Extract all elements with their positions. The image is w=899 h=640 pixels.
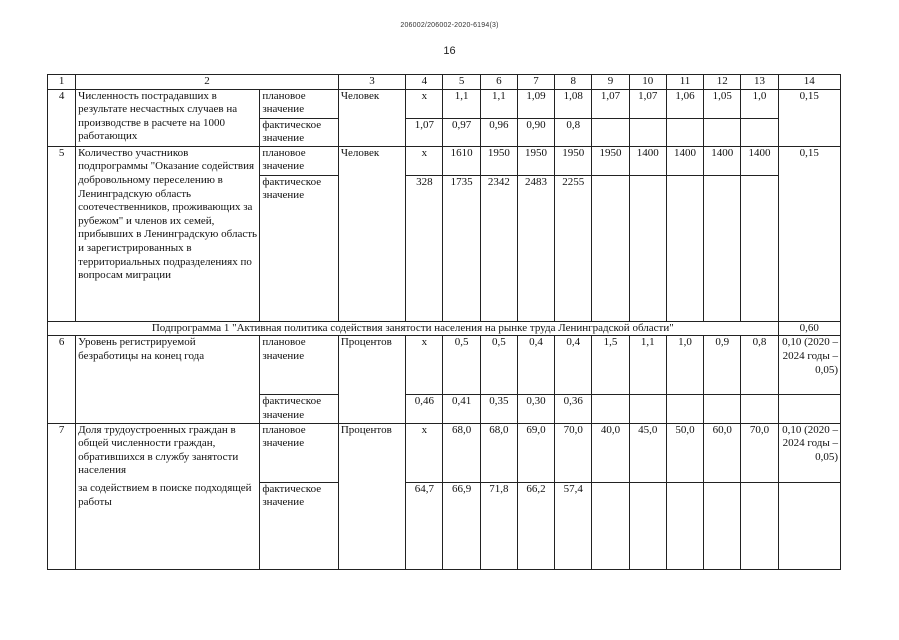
- planned-value: 70,0: [555, 423, 592, 482]
- col-header-1: 1: [48, 75, 76, 90]
- empty-cell: [778, 482, 840, 569]
- unit: Процентов: [338, 423, 405, 569]
- planned-value: 40,0: [592, 423, 629, 482]
- planned-value: 1400: [741, 146, 778, 175]
- planned-value: 1950: [480, 146, 517, 175]
- planned-value: 1,08: [555, 89, 592, 118]
- row-number: 5: [48, 146, 76, 321]
- col-header-13: 13: [741, 75, 778, 90]
- empty-cell: [629, 175, 666, 321]
- indicator-name-continued: за содействием в поиске подходящей работы: [76, 482, 260, 569]
- planned-value: 1,5: [592, 336, 629, 395]
- empty-cell: [741, 118, 778, 146]
- empty-cell: [629, 118, 666, 146]
- actual-value: 57,4: [555, 482, 592, 569]
- actual-value: 0,96: [480, 118, 517, 146]
- empty-cell: [704, 482, 741, 569]
- planned-label: плановое значение: [260, 336, 338, 395]
- actual-label: фактическое значение: [260, 395, 338, 423]
- actual-value: 0,30: [517, 395, 554, 423]
- planned-value: 68,0: [480, 423, 517, 482]
- row-number: 7: [48, 423, 76, 569]
- planned-value: 1,0: [666, 336, 703, 395]
- empty-cell: [629, 482, 666, 569]
- weight-value: 0,10 (2020 – 2024 годы – 0,05): [778, 336, 840, 395]
- actual-value: 328: [406, 175, 443, 321]
- indicators-table: [47, 74, 841, 570]
- empty-cell: [592, 482, 629, 569]
- planned-value: х: [406, 89, 443, 118]
- planned-value: х: [406, 336, 443, 395]
- table-row: [48, 423, 841, 482]
- row-number: 6: [48, 336, 76, 423]
- planned-value: 1,09: [517, 89, 554, 118]
- planned-value: 1,07: [592, 89, 629, 118]
- col-header-3: 3: [338, 75, 405, 90]
- col-header-6: 6: [480, 75, 517, 90]
- planned-value: 1,1: [443, 89, 480, 118]
- subprogram-row: [48, 321, 841, 336]
- table-row: [48, 482, 841, 569]
- planned-value: 0,4: [555, 336, 592, 395]
- weight-value: 0,10 (2020 – 2024 годы – 0,05): [778, 423, 840, 482]
- actual-value: 0,35: [480, 395, 517, 423]
- planned-value: 1,0: [741, 89, 778, 118]
- indicator-name: Доля трудоустроенных граждан в общей численности граждан, обратившихся в службу занятости населения: [76, 423, 260, 482]
- planned-value: х: [406, 423, 443, 482]
- planned-value: 1400: [704, 146, 741, 175]
- table-row: [48, 146, 841, 175]
- actual-value: 66,9: [443, 482, 480, 569]
- empty-cell: [592, 118, 629, 146]
- row-number: 4: [48, 89, 76, 146]
- actual-value: 66,2: [517, 482, 554, 569]
- actual-value: 0,90: [517, 118, 554, 146]
- planned-value: 0,5: [480, 336, 517, 395]
- actual-label: фактическое значение: [260, 482, 338, 569]
- planned-value: 1,07: [629, 89, 666, 118]
- indicator-name: Количество участников подпрограммы "Оказание содействия добровольному переселению в Ленинградскую область соотечественников, проживающих за рубежом" и членов их семей, прибывших в Ленинградскую область и зарегистрированных в территориальных подразделениях по вопросам миграции: [76, 146, 260, 321]
- empty-cell: [704, 395, 741, 423]
- actual-label: фактическое значение: [260, 175, 338, 321]
- indicator-name: Уровень регистрируемой безработицы на конец года: [76, 336, 260, 423]
- table-row: [48, 89, 841, 118]
- planned-value: 0,5: [443, 336, 480, 395]
- planned-value: 60,0: [704, 423, 741, 482]
- actual-value: 2342: [480, 175, 517, 321]
- planned-value: 1,1: [629, 336, 666, 395]
- planned-value: 1400: [629, 146, 666, 175]
- actual-label: фактическое значение: [260, 118, 338, 146]
- actual-value: 64,7: [406, 482, 443, 569]
- indicator-name: Численность пострадавших в результате несчастных случаев на производстве в расчете на 1000 работающих: [76, 89, 260, 146]
- empty-cell: [592, 175, 629, 321]
- col-header-11: 11: [666, 75, 703, 90]
- planned-value: 0,8: [741, 336, 778, 395]
- planned-value: 1950: [517, 146, 554, 175]
- planned-value: 1950: [592, 146, 629, 175]
- planned-value: 70,0: [741, 423, 778, 482]
- col-header-12: 12: [704, 75, 741, 90]
- empty-cell: [629, 395, 666, 423]
- empty-cell: [666, 395, 703, 423]
- planned-value: 1,05: [704, 89, 741, 118]
- col-header-7: 7: [517, 75, 554, 90]
- empty-cell: [666, 118, 703, 146]
- table-row: [48, 336, 841, 395]
- document-code: 206002/206002-2020-6194(3): [400, 22, 499, 29]
- actual-value: 2255: [555, 175, 592, 321]
- actual-value: 71,8: [480, 482, 517, 569]
- subprogram-weight: 0,60: [778, 321, 840, 336]
- col-header-9: 9: [592, 75, 629, 90]
- unit: Человек: [338, 89, 405, 146]
- empty-cell: [666, 175, 703, 321]
- planned-value: 1400: [666, 146, 703, 175]
- weight-value: 0,15: [778, 146, 840, 321]
- column-number-row: [48, 75, 841, 90]
- weight-value: 0,15: [778, 89, 840, 146]
- actual-value: 1,07: [406, 118, 443, 146]
- empty-cell: [778, 395, 840, 423]
- empty-cell: [592, 395, 629, 423]
- empty-cell: [741, 175, 778, 321]
- col-header-5: 5: [443, 75, 480, 90]
- page-number: 16: [443, 45, 456, 57]
- planned-value: х: [406, 146, 443, 175]
- col-header-4: 4: [406, 75, 443, 90]
- planned-value: 45,0: [629, 423, 666, 482]
- col-header-2: 2: [76, 75, 339, 90]
- actual-value: 0,97: [443, 118, 480, 146]
- empty-cell: [704, 175, 741, 321]
- planned-value: 50,0: [666, 423, 703, 482]
- subprogram-title: Подпрограмма 1 "Активная политика содействия занятости населения на рынке труда Ленинградской области": [48, 321, 779, 336]
- actual-value: 1735: [443, 175, 480, 321]
- planned-value: 69,0: [517, 423, 554, 482]
- actual-value: 0,8: [555, 118, 592, 146]
- planned-value: 1950: [555, 146, 592, 175]
- empty-cell: [704, 118, 741, 146]
- col-header-14: 14: [778, 75, 840, 90]
- planned-value: 1,06: [666, 89, 703, 118]
- planned-label: плановое значение: [260, 146, 338, 175]
- planned-label: плановое значение: [260, 89, 338, 118]
- col-header-8: 8: [555, 75, 592, 90]
- planned-value: 1,1: [480, 89, 517, 118]
- empty-cell: [666, 482, 703, 569]
- actual-value: 0,46: [406, 395, 443, 423]
- actual-value: 2483: [517, 175, 554, 321]
- planned-value: 1610: [443, 146, 480, 175]
- planned-value: 0,4: [517, 336, 554, 395]
- col-header-10: 10: [629, 75, 666, 90]
- actual-value: 0,36: [555, 395, 592, 423]
- unit: Процентов: [338, 336, 405, 423]
- planned-label: плановое значение: [260, 423, 338, 482]
- empty-cell: [741, 482, 778, 569]
- planned-value: 68,0: [443, 423, 480, 482]
- actual-value: 0,41: [443, 395, 480, 423]
- unit: Человек: [338, 146, 405, 321]
- planned-value: 0,9: [704, 336, 741, 395]
- empty-cell: [741, 395, 778, 423]
